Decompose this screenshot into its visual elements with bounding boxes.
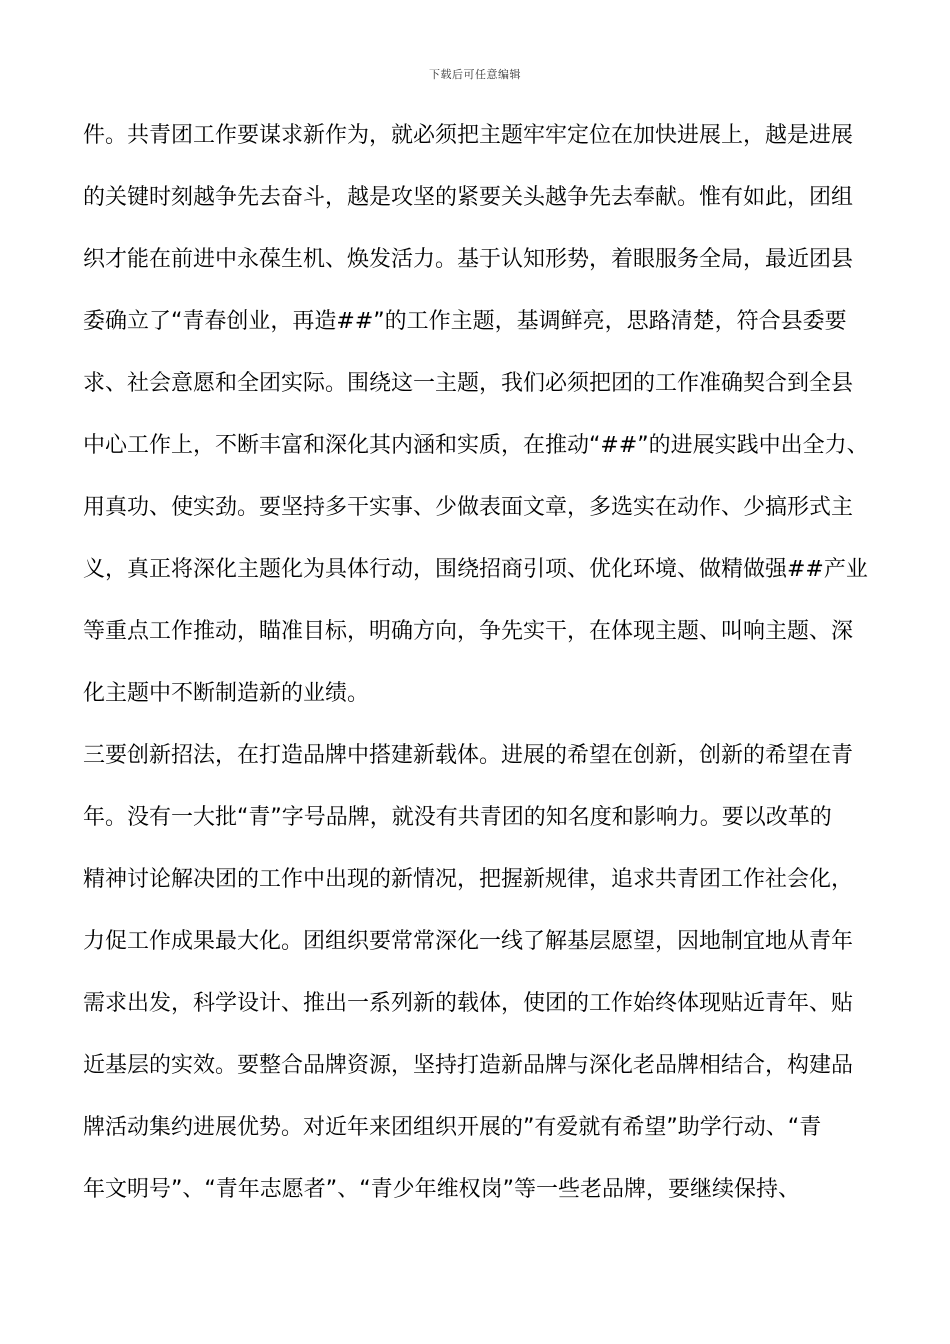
text-line: 义，真正将深化主题化为具体行动，围绕招商引项、优化环境、做精做强##产业 — [83, 557, 868, 582]
text-line: 用真功、使实劲。要坚持多干实事、少做表面文章，多选实在动作、少搞形式主 — [83, 495, 854, 520]
text-line: 的关键时刻越争先去奋斗，越是攻坚的紧要关头越争先去奉献。惟有如此，团组 — [83, 185, 854, 210]
document-body — [83, 118, 883, 1234]
text-line: 力促工作成果最大化。团组织要常常深化一线了解基层愿望，因地制宜地从青年 — [83, 929, 854, 954]
text-line: 年。没有一大批“青”字号品牌，就没有共青团的知名度和影响力。要以改革的 — [83, 805, 832, 830]
page-header-note: 下载后可任意编辑 — [429, 68, 521, 81]
text-line: 牌活动集约进展优势。对近年来团组织开展的”有爱就有希望”助学行动、“青 — [83, 1115, 822, 1140]
text-line: 求、社会意愿和全团实际。围绕这一主题，我们必须把团的工作准确契合到全县 — [83, 371, 854, 396]
text-line: 委确立了“青春创业，再造##”的工作主题，基调鲜亮，思路清楚，符合县委要 — [83, 309, 847, 334]
text-line: 三要创新招法，在打造品牌中搭建新载体。进展的希望在创新，创新的希望在青 — [83, 743, 854, 768]
text-line: 精神讨论解决团的工作中出现的新情况，把握新规律，追求共青团工作社会化， — [83, 867, 854, 892]
text-line: 化主题中不断制造新的业绩。 — [83, 681, 370, 706]
text-line: 需求出发，科学设计、推出一系列新的载体，使团的工作始终体现贴近青年、贴 — [83, 991, 854, 1016]
text-line: 织才能在前进中永葆生机、焕发活力。基于认知形势，着眼服务全局，最近团县 — [83, 247, 854, 272]
text-line: 中心工作上，不断丰富和深化其内涵和实质，在推动“##”的进展实践中出全力、 — [83, 433, 869, 458]
text-line: 等重点工作推动，瞄准目标，明确方向，争先实干，在体现主题、叫响主题、深 — [83, 619, 854, 644]
text-line: 近基层的实效。要整合品牌资源，坚持打造新品牌与深化老品牌相结合，构建品 — [83, 1053, 854, 1078]
text-line: 件。共青团工作要谋求新作为，就必须把主题牢牢定位在加快进展上，越是进展 — [83, 123, 854, 148]
text-line: 年文明号”、“青年志愿者”、“青少年维权岗”等一些老品牌，要继续保持、 — [83, 1177, 800, 1202]
